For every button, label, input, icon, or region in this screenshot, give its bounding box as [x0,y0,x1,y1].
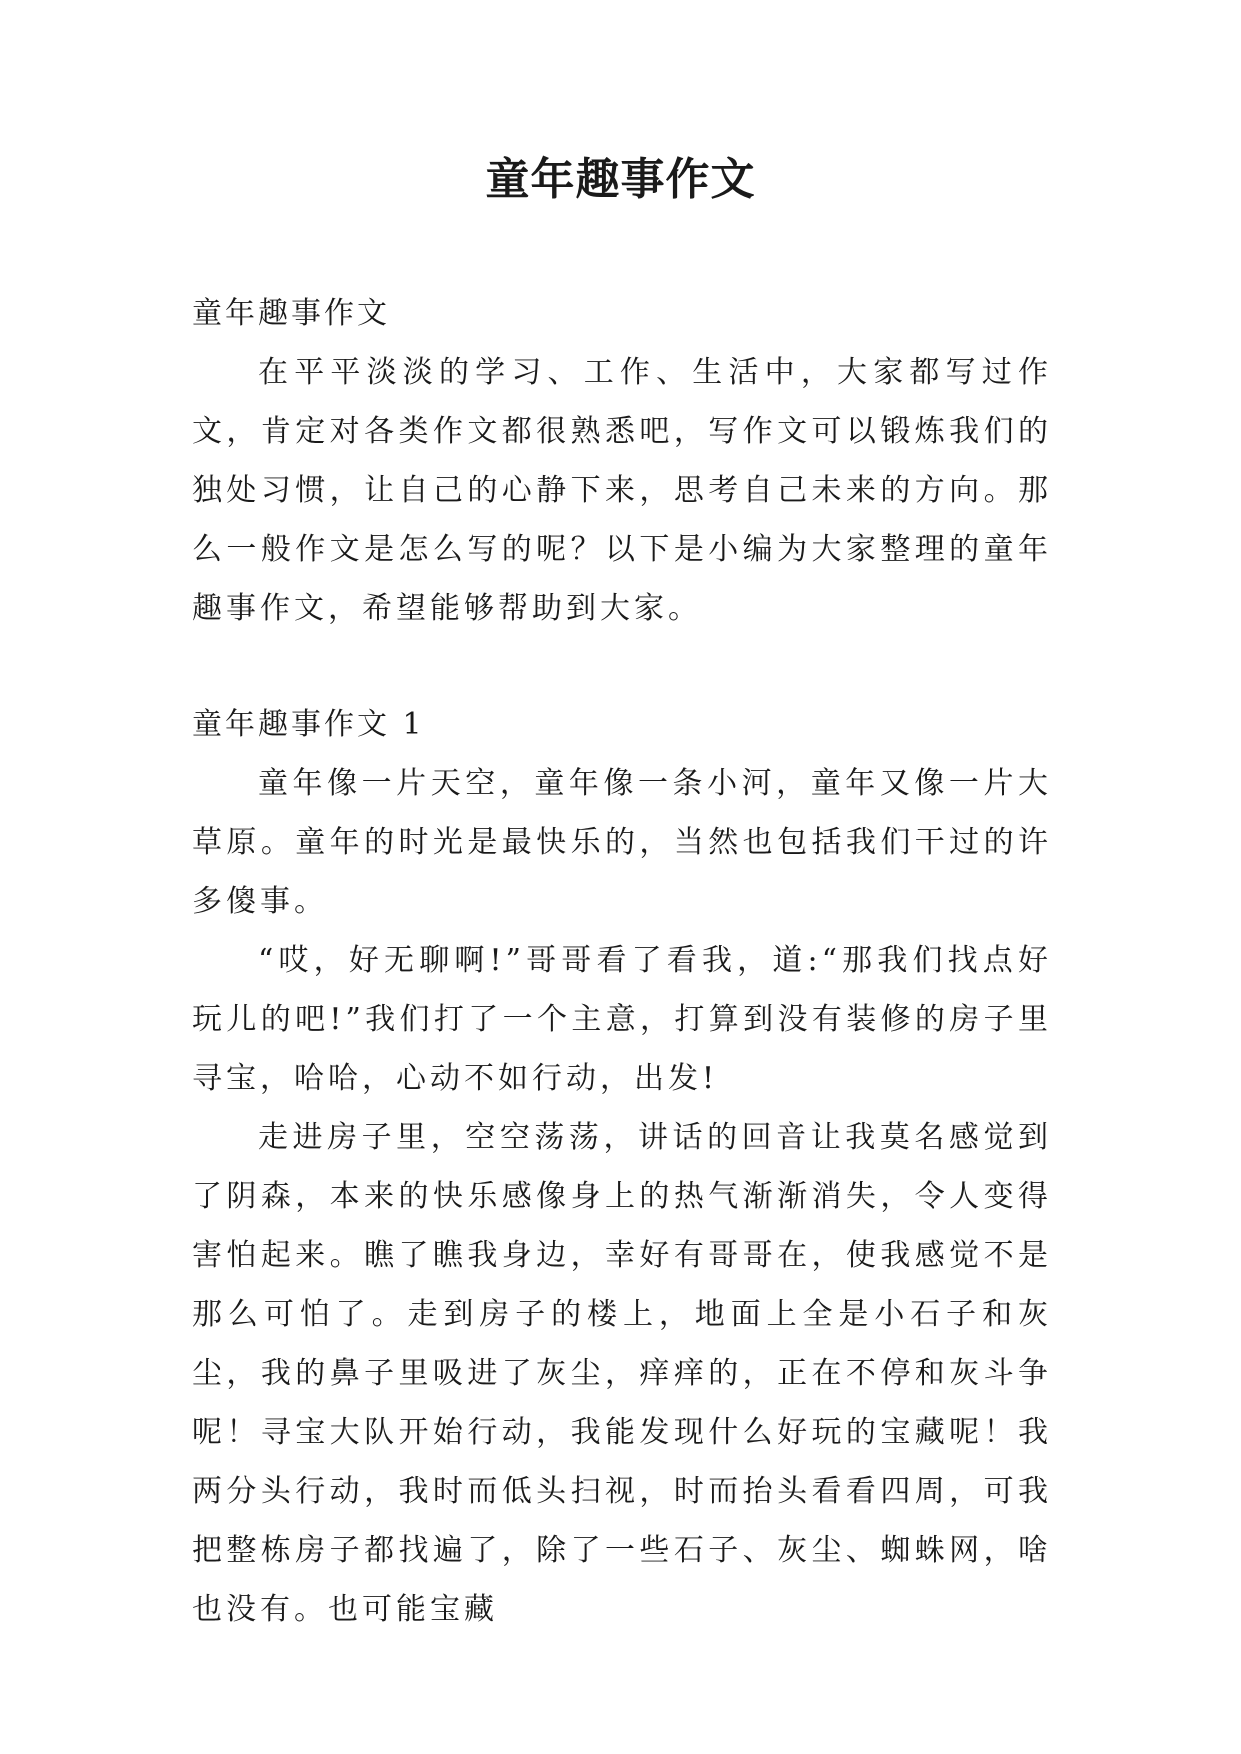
essay-1-paragraph-1: 童年像一片天空，童年像一条小河，童年又像一片大草原。童年的时光是最快乐的，当然也包括我们干过的许多傻事。 [192,766,1052,919]
essay-1-heading: 童年趣事作文 1 [192,707,425,742]
intro-heading: 童年趣事作文 [192,296,390,331]
document-body [192,284,1052,1639]
intro-paragraph: 在平平淡淡的学习、工作、生活中，大家都写过作文，肯定对各类作文都很熟悉吧，写作文可以锻炼我们的独处习惯，让自己的心静下来，思考自己未来的方向。那么一般作文是怎么写的呢？以下是小编为大家整理的童年趣事作文，希望能够帮助到大家。 [192,355,1052,626]
essay-1-paragraph-3: 走进房子里，空空荡荡，讲话的回音让我莫名感觉到了阴森，本来的快乐感像身上的热气渐渐消失，令人变得害怕起来。瞧了瞧我身边，幸好有哥哥在，使我感觉不是那么可怕了。走到房子的楼上，地面上全是小石子和灰尘，我的鼻子里吸进了灰尘，痒痒的，正在不停和灰斗争呢！寻宝大队开始行动，我能发现什么好玩的宝藏呢！我两分头行动，我时而低头扫视，时而抬头看看四周，可我把整栋房子都找遍了，除了一些石子、灰尘、蜘蛛网，啥也没有。也可能宝藏 [192,1120,1052,1627]
document-title: 童年趣事作文 [485,154,756,205]
section-spacer [192,638,1052,695]
essay-1-paragraph-2: “哎，好无聊啊!”哥哥看了看我，道:“那我们找点好玩儿的吧!”我们打了一个主意，打算到没有装修的房子里寻宝，哈哈，心动不如行动，出发! [192,943,1052,1096]
